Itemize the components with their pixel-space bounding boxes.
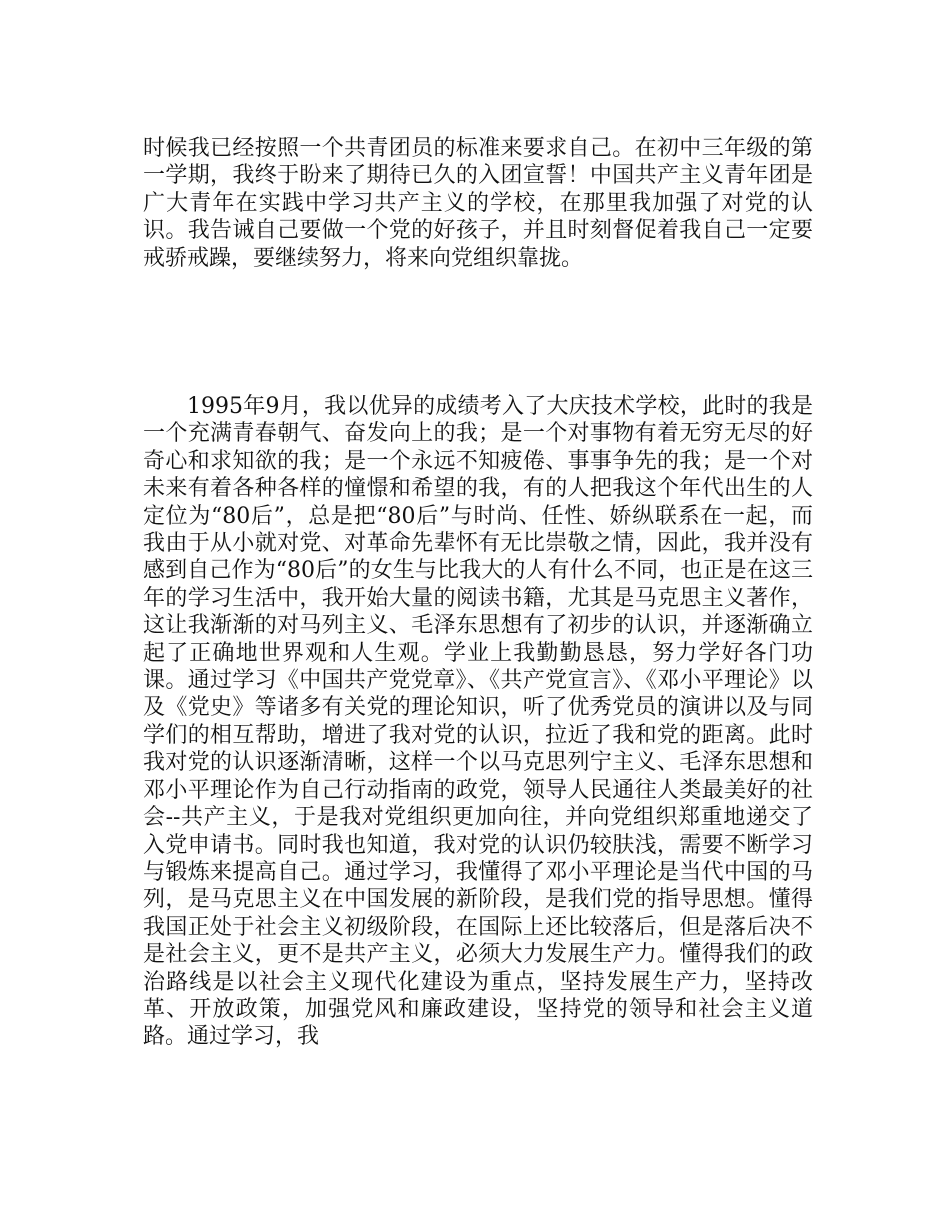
paragraph-1: 时候我已经按照一个共青团员的标准来要求自己。在初中三年级的第一学期，我终于盼来了期待已久的入团宣誓！中国共产主义青年团是广大青年在实践中学习共产主义的学校，在那里我加强了对党的认识。我告诫自己要做一个党的好孩子，并且时刻督促着我自己一定要戒骄戒躁，要继续努力，将来向党组织靠拢。 <box>143 136 813 271</box>
paragraph-2: 1995年9月，我以优异的成绩考入了大庆技术学校，此时的我是一个充满青春朝气、奋发向上的我；是一个对事物有着无穷无尽的好奇心和求知欲的我；是一个永远不知疲倦、事事争先的我；是一个对未来有着各种各样的憧憬和希望的我，有的人把我这个年代出生的人定位为“80后”，总是把“80后”与时尚、任性、娇纵联系在一起，而我由于从小就对党、对革命先辈怀有无比崇敬之情，因此，我并没有感到自己作为“80后”的女生与比我大的人有什么不同，也正是在这三年的学习生活中，我开始大量的阅读书籍，尤其是马克思主义著作，这让我渐渐的对马列主义、毛泽东思想有了初步的认识，并逐渐确立起了正确地世界观和人生观。学业上我勤勤恳恳，努力学好各门功课。通过学习《中国共产党党章》、《共产党宣言》、《邓小平理论》以及《党史》等诸多有关党的理论知识，听了优秀党员的演讲以及与同学们的相互帮助，增进了我对党的认识，拉近了我和党的距离。此时我对党的认识逐渐清晰，这样一个以马克思列宁主义、毛泽东思想和邓小平理论作为自己行动指南的政党，领导人民通往人类最美好的社会--共产主义，于是我对党组织更加向往，并向党组织郑重地递交了入党申请书。同时我也知道，我对党的认识仍较肤浅，需要不断学习与锻炼来提高自己。通过学习，我懂得了邓小平理论是当代中国的马列，是马克思主义在中国发展的新阶段，是我们党的指导思想。懂得我国正处于社会主义初级阶段，在国际上还比较落后，但是落后决不是社会主义，更不是共产主义，必须大力发展生产力。懂得我们的政治路线是以社会主义现代化建设为重点，坚持发展生产力，坚持改革、开放政策，加强党风和廉政建设，坚持党的领导和社会主义道路。通过学习，我 <box>143 394 813 1050</box>
